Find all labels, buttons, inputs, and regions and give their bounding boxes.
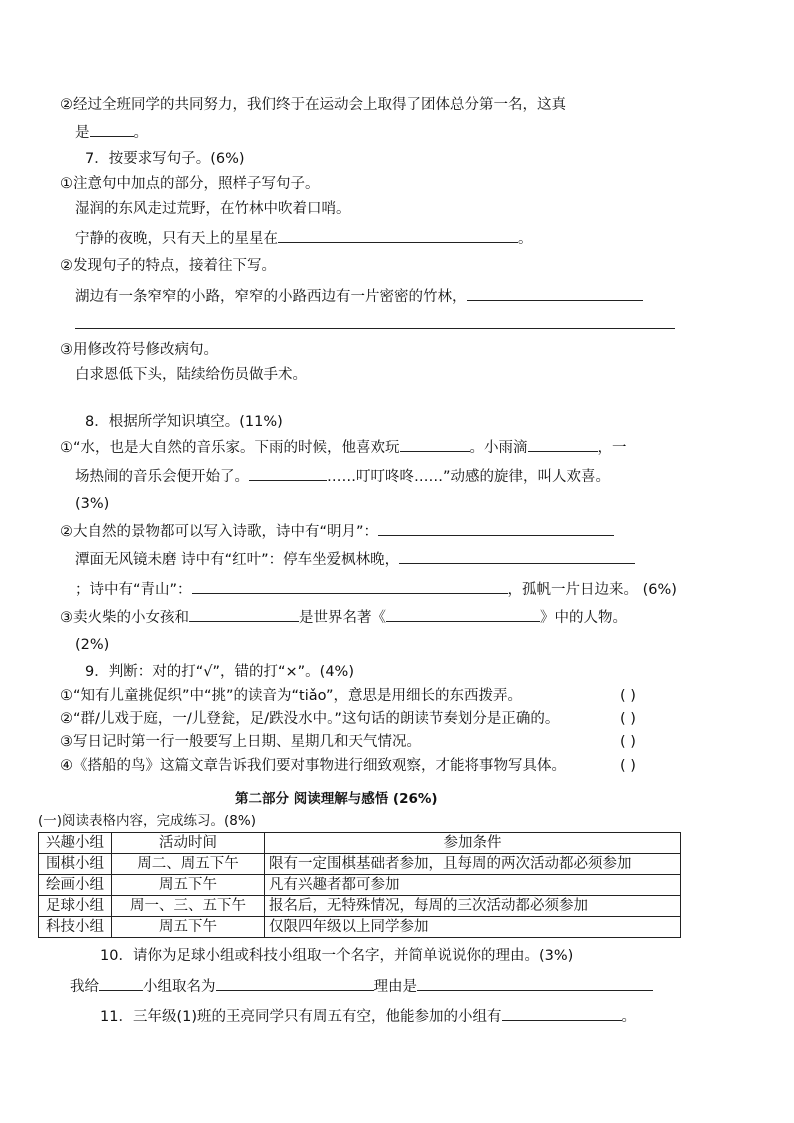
- answer-blank[interactable]: [192, 579, 508, 594]
- q6-item-2-line1: ②经过全班同学的共同努力，我们终于在运动会上取得了团体总分第一名，这真: [60, 97, 566, 113]
- q7-title: 7．按要求写句子。(6%): [85, 151, 245, 167]
- part2-subheading: (一)阅读表格内容，完成练习。(8%): [38, 813, 256, 829]
- q7-sub3-label: ③用修改符号修改病句。: [60, 342, 218, 358]
- table-row: [39, 854, 681, 875]
- q9-statement: ①“知有儿童挑促织”中“挑”的读音为“tiǎo”，意思是用细长的东西拨弄。: [60, 688, 523, 704]
- q11-text: 。: [621, 1009, 636, 1025]
- q9-statement: ②“群/儿戏于庭，一/儿登瓮，足/跌没水中。”这句话的朗读节奏划分是正确的。: [60, 711, 560, 727]
- q10-text: 小组取名为: [143, 979, 216, 995]
- q7-sub2-task: [75, 286, 643, 307]
- table-row: [39, 875, 681, 896]
- judge-parens[interactable]: ( ): [620, 711, 636, 727]
- table-row: [39, 917, 681, 938]
- q8-item1-line1: [60, 437, 627, 458]
- q10-text: 理由是: [373, 979, 417, 995]
- q11-text: 11．三年级(1)班的王亮同学只有周五有空，他能参加的小组有: [100, 1009, 502, 1025]
- q8-text: ；诗中有“青山”：: [75, 582, 192, 598]
- answer-blank[interactable]: [216, 976, 374, 991]
- q8-item2-line2: [75, 549, 635, 570]
- q9-statement: ③写日记时第一行一般要写上日期、星期几和天气情况。: [60, 734, 421, 750]
- q10-answer-line: [70, 976, 653, 997]
- q7-sub1-label: ①注意句中加点的部分，照样子写句子。: [60, 176, 320, 192]
- answer-blank[interactable]: [467, 286, 643, 301]
- q6-text: 是: [75, 125, 90, 141]
- table-cell: 围棋小组: [39, 854, 112, 875]
- table-cell: 仅限四年级以上同学参加: [265, 917, 681, 938]
- table-cell: 周二、周五下午: [112, 854, 265, 875]
- q11: [100, 1006, 636, 1027]
- answer-line[interactable]: [75, 328, 675, 329]
- table-cell: 科技小组: [39, 917, 112, 938]
- q7-text: 宁静的夜晚，只有天上的星星在: [75, 231, 278, 247]
- q8-text: ③卖火柴的小女孩和: [60, 610, 189, 626]
- q7-sub1-task: [75, 228, 533, 249]
- answer-blank[interactable]: [90, 122, 134, 137]
- q8-item2-line3: [75, 579, 677, 600]
- table-cell: 周五下午: [112, 875, 265, 896]
- q9-item-1: [60, 686, 522, 706]
- q10-text: 我给: [70, 979, 99, 995]
- q10-title: 10．请你为足球小组或科技小组取一个名字，并简单说说你的理由。(3%): [100, 948, 574, 964]
- answer-blank[interactable]: [400, 437, 470, 452]
- q8-text: ，一: [597, 440, 627, 456]
- q8-text: 。小雨滴: [469, 440, 528, 456]
- q7-sub1-example: 湿润的东风走过荒野，在竹林中吹着口哨。: [75, 201, 351, 217]
- judge-parens[interactable]: ( ): [620, 734, 636, 750]
- q8-text: 潭面无风镜未磨 诗中有“红叶”：停车坐爱枫林晚，: [75, 552, 400, 568]
- judge-parens[interactable]: ( ): [620, 758, 636, 774]
- q6-text: 。: [133, 125, 148, 141]
- table-cell: 绘画小组: [39, 875, 112, 896]
- answer-blank[interactable]: [386, 607, 540, 622]
- part2-heading: 第二部分 阅读理解与感悟 (26%): [235, 791, 438, 807]
- q9-item-3: [60, 732, 421, 752]
- table-cell: 周五下午: [112, 917, 265, 938]
- q6-item-2-line2: [75, 122, 148, 143]
- table-cell: 足球小组: [39, 896, 112, 917]
- answer-blank[interactable]: [399, 549, 635, 564]
- answer-blank[interactable]: [528, 437, 598, 452]
- table-header: 活动时间: [112, 833, 265, 854]
- q9-title: 9．判断：对的打“√”，错的打“×”。(4%): [85, 664, 354, 680]
- answer-blank[interactable]: [502, 1006, 622, 1021]
- q8-text: 是世界名著《: [299, 610, 386, 626]
- q8-text: ，孤帆一片日边来。 (6%): [507, 582, 677, 598]
- interest-groups-table: [38, 832, 681, 938]
- q7-sub3-task: 白求恩低下头，陆续给伤员做手术。: [75, 367, 307, 383]
- table-row: [39, 896, 681, 917]
- q8-text: ②大自然的景物都可以写入诗歌，诗中有“明月”：: [60, 524, 379, 540]
- q7-text: 。: [518, 231, 533, 247]
- q8-text: 》中的人物。: [540, 610, 627, 626]
- q9-item-2: [60, 709, 559, 729]
- q8-item1-score: (3%): [75, 496, 110, 512]
- table-cell: 凡有兴趣者都可参加: [265, 875, 681, 896]
- answer-blank[interactable]: [378, 521, 614, 536]
- table-cell: 报名后，无特殊情况，每周的三次活动都必须参加: [265, 896, 681, 917]
- q8-item3-score: (2%): [75, 637, 110, 653]
- q8-item1-line2: [75, 466, 610, 487]
- answer-blank[interactable]: [99, 976, 143, 991]
- table-header: 参加条件: [265, 833, 681, 854]
- q8-text: ……叮叮咚咚……”动感的旋律，叫人欢喜。: [327, 469, 611, 485]
- q8-text: 场热闹的音乐会便开始了。: [75, 469, 249, 485]
- table-cell: 限有一定围棋基础者参加，且每周的两次活动都必须参加: [265, 854, 681, 875]
- q8-item2-line1: [60, 521, 614, 542]
- answer-blank[interactable]: [417, 976, 653, 991]
- q8-title: 8．根据所学知识填空。(11%): [85, 414, 283, 430]
- table-header-row: [39, 833, 681, 854]
- q8-text: ①“水，也是大自然的音乐家。下雨的时候，他喜欢玩: [60, 440, 400, 456]
- q9-item-4: [60, 756, 566, 776]
- table-cell: 周一、三、五下午: [112, 896, 265, 917]
- answer-blank[interactable]: [278, 228, 518, 243]
- q7-text: 湖边有一条窄窄的小路，窄窄的小路西边有一片密密的竹林，: [75, 289, 467, 305]
- q9-statement: ④《搭船的鸟》这篇文章告诉我们要对事物进行细致观察，才能将事物写具体。: [60, 758, 566, 774]
- table-header: 兴趣小组: [39, 833, 112, 854]
- answer-blank[interactable]: [189, 607, 299, 622]
- judge-parens[interactable]: ( ): [620, 688, 636, 704]
- q7-sub2-label: ②发现句子的特点，接着往下写。: [60, 258, 276, 274]
- q8-item3: [60, 607, 627, 628]
- answer-blank[interactable]: [249, 466, 327, 481]
